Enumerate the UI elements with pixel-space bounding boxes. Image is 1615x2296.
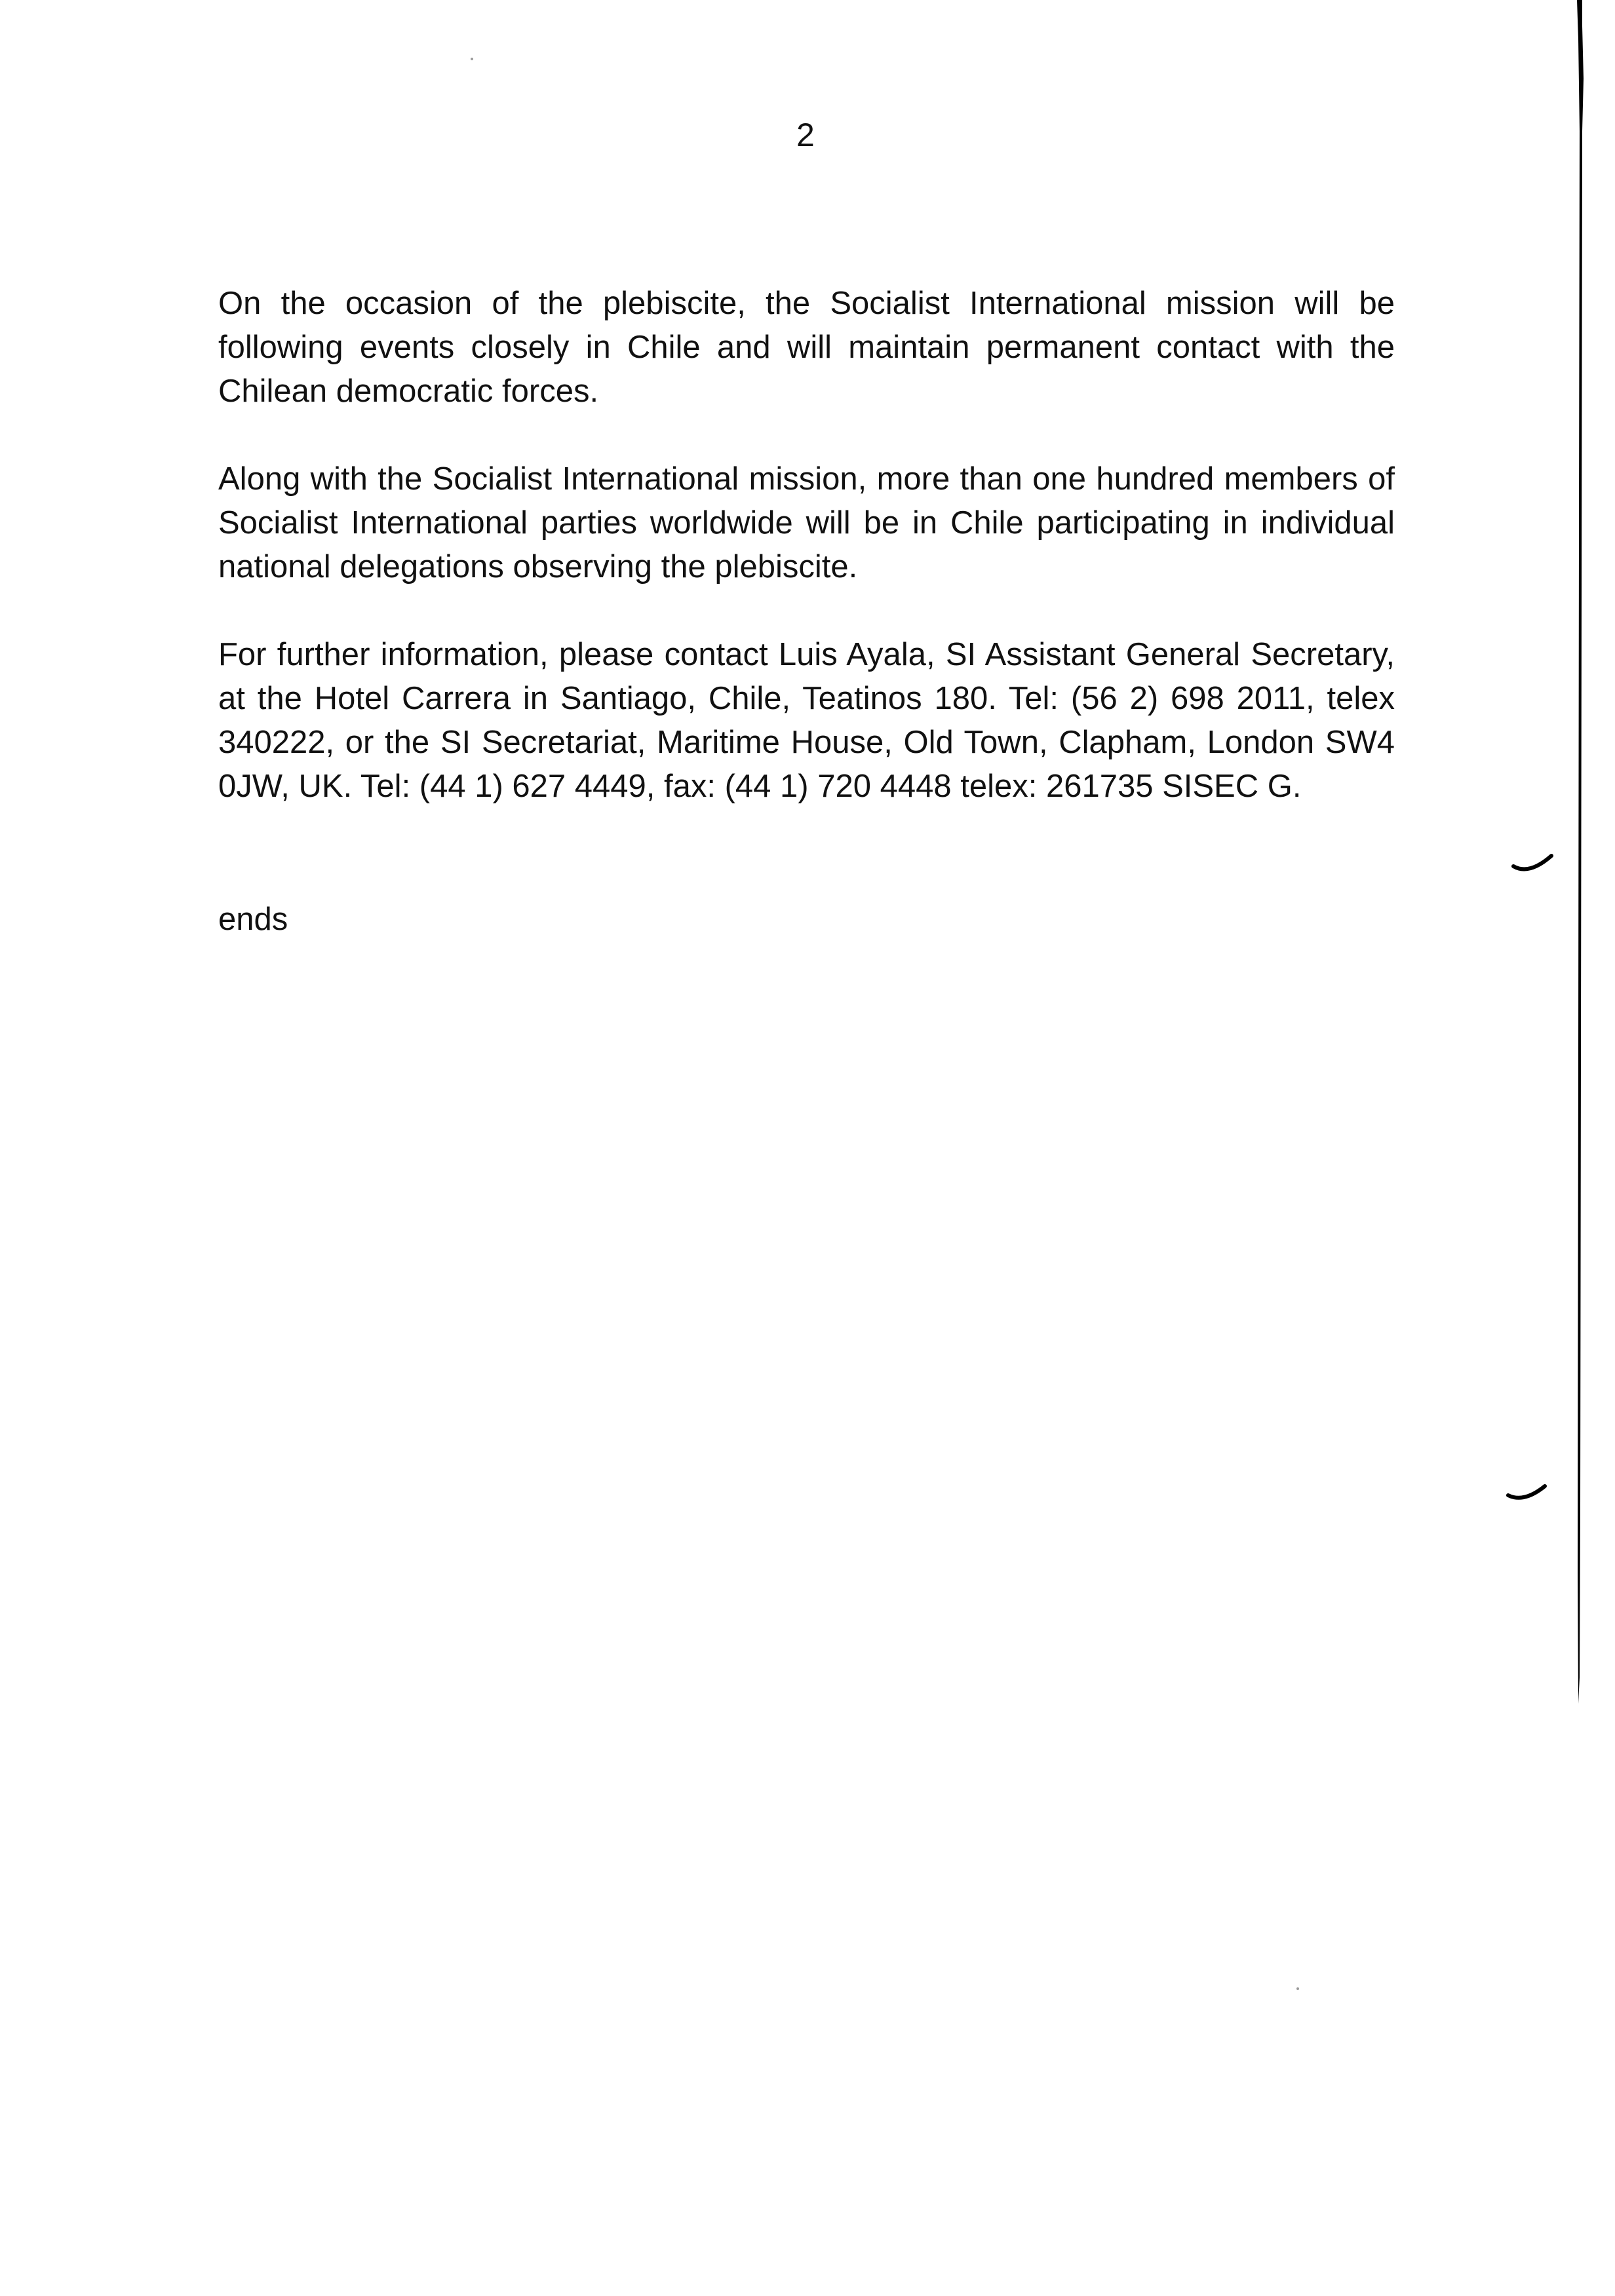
paragraph-delegations: Along with the Socialist International mission, more than one hundred members of Socialist International parties worldwide will be in Chile participating in individual national delegations observing the plebiscite. <box>218 461 1395 584</box>
margin-tick-mark-upper <box>1511 852 1557 878</box>
scan-edge-line <box>1576 0 1615 2296</box>
scan-speck <box>471 58 473 60</box>
closing-ends: ends <box>218 902 288 937</box>
scan-speck <box>1296 1987 1299 1990</box>
paragraph-plebiscite-mission: On the occasion of the plebiscite, the Socialist International mission will be following events closely in Chile and will maintain permanent contact with the Chilean democratic forces. <box>218 286 1395 409</box>
margin-tick-mark-lower <box>1506 1480 1551 1506</box>
paragraph-contact-information: For further information, please contact Luis Ayala, SI Assistant General Secretary, at the Hotel Carrera in Santiago, Chile, Teatinos 180. Tel: (56 2) 698 2011, telex 340222, or the SI Secretariat, Maritime House, Old Town, Clapham, London SW4 0JW, UK. Tel: (44 1) 627 4449, fax: (44 1) 720 4448 telex: 261735 SISEC G. <box>218 637 1395 804</box>
page-number: 2 <box>796 117 815 153</box>
